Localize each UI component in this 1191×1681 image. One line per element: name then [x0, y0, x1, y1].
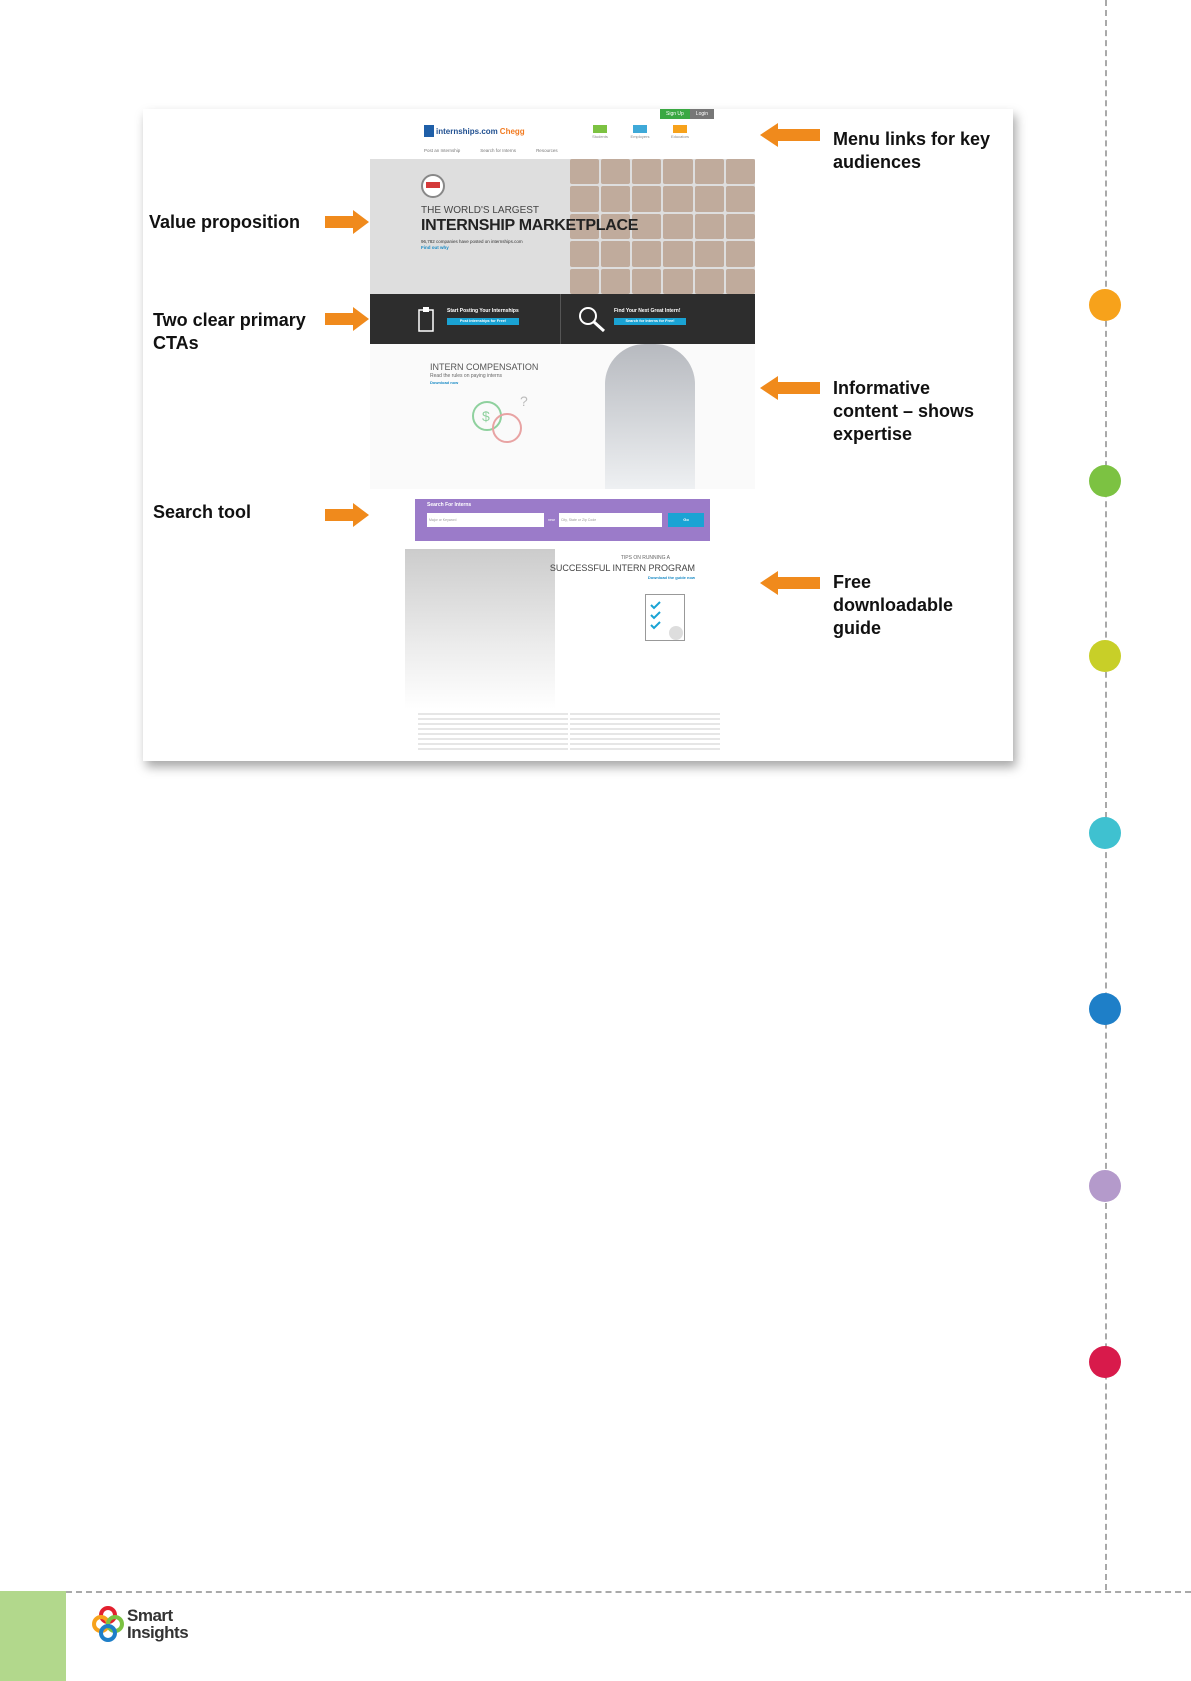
- timeline-dot-green: [1089, 465, 1121, 497]
- site-logo[interactable]: internships.com Chegg: [424, 125, 525, 137]
- annotation-informative-content: Informative content – shows expertise: [833, 378, 975, 444]
- website-mockup: [370, 109, 755, 761]
- annotation-search-tool: Search tool: [153, 502, 252, 522]
- students-icon: [593, 125, 607, 133]
- checklist-document-icon: [645, 594, 685, 641]
- search-interns-button[interactable]: Search for Interns for Free!: [614, 318, 686, 325]
- intern-compensation-section: [370, 344, 755, 489]
- cta-right-title: Find Your Next Great Intern!: [614, 308, 681, 314]
- footer-divider: [66, 1591, 1191, 1593]
- smart-insights-logo-icon: [92, 1606, 124, 1642]
- annotation-primary-ctas: Two clear primary CTAs: [153, 310, 306, 353]
- subnav-search-interns[interactable]: Search for Interns: [480, 148, 517, 153]
- timeline-dot-orange: [1089, 289, 1121, 321]
- timeline-dot-purple: [1089, 1170, 1121, 1202]
- annotation-value-proposition: Value proposition: [149, 212, 301, 232]
- magnifier-icon: [578, 306, 606, 332]
- post-internships-button[interactable]: Post Internships for Free!: [447, 318, 519, 325]
- timeline-dot-red: [1089, 1346, 1121, 1378]
- hero-line-1: THE WORLD'S LARGEST: [421, 205, 540, 216]
- footer-color-block: [0, 1591, 66, 1681]
- intern-program-guide-section: [370, 549, 755, 709]
- audience-link-employers[interactable]: Employers: [620, 125, 660, 139]
- employers-icon: [633, 125, 647, 133]
- timeline-dot-cyan: [1089, 817, 1121, 849]
- body-copy-right: [570, 713, 720, 751]
- search-title: Search For Interns: [427, 502, 472, 508]
- arrow-left-icon: [760, 571, 820, 595]
- login-button[interactable]: Login: [690, 109, 714, 119]
- award-badge-icon: [421, 174, 445, 198]
- annotation-free-guide: Free downloadable guide: [833, 572, 954, 638]
- sub-navigation: [424, 148, 558, 153]
- sign-up-button[interactable]: Sign Up: [660, 109, 690, 119]
- svg-text:?: ?: [520, 394, 528, 409]
- business-people-image: [405, 549, 555, 709]
- cta-left-title: Start Posting Your Internships: [447, 308, 519, 314]
- smart-insights-logo: Smart Insights: [92, 1601, 188, 1647]
- timeline-dot-blue: [1089, 993, 1121, 1025]
- tips-subtitle: TIPS ON RUNNING A: [620, 555, 670, 561]
- svg-text:$: $: [482, 408, 490, 424]
- timeline-dot-lime: [1089, 640, 1121, 672]
- body-copy-left: [418, 713, 568, 751]
- annotated-screenshot: [143, 109, 1013, 761]
- hero-headline: INTERNSHIP MARKETPLACE: [421, 217, 639, 234]
- arrow-right-icon: [325, 307, 369, 331]
- audience-link-students[interactable]: Students: [580, 125, 620, 139]
- hero-link[interactable]: Find out why: [421, 245, 449, 250]
- keyword-input[interactable]: Major or Keyword: [427, 513, 544, 527]
- near-label: near: [548, 518, 556, 522]
- search-interns-form: [415, 499, 710, 541]
- arrow-right-icon: [325, 210, 369, 234]
- hero-stat: 96,782 companies have posted on internships.com: [421, 239, 523, 244]
- annotation-menu-links: Menu links for key audiences: [833, 129, 991, 172]
- educators-icon: [673, 125, 687, 133]
- auth-buttons: [660, 109, 714, 119]
- arrow-right-icon: [325, 503, 369, 527]
- logo-mark-icon: [424, 125, 434, 137]
- businessman-image: [605, 344, 695, 489]
- go-button[interactable]: Go: [668, 513, 704, 527]
- cta-bar: [370, 294, 755, 344]
- location-input[interactable]: City, State or Zip Code: [559, 513, 662, 527]
- subnav-resources[interactable]: Resources: [536, 148, 558, 153]
- hero-banner: [370, 159, 755, 294]
- clipboard-icon: [418, 306, 434, 332]
- tips-link[interactable]: Download the guide now: [647, 575, 695, 580]
- tips-title: SUCCESSFUL INTERN PROGRAM: [549, 563, 695, 573]
- compensation-link[interactable]: Download now: [430, 380, 459, 385]
- subnav-post-internship[interactable]: Post an Internship: [424, 148, 461, 153]
- dollar-coins-icon: [465, 394, 535, 454]
- arrow-left-icon: [760, 123, 820, 147]
- arrow-left-icon: [760, 376, 820, 400]
- compensation-subtitle: Read the rules on paying interns: [430, 373, 502, 379]
- audience-link-educators[interactable]: Educators: [660, 125, 700, 139]
- compensation-title: INTERN COMPENSATION: [430, 362, 539, 372]
